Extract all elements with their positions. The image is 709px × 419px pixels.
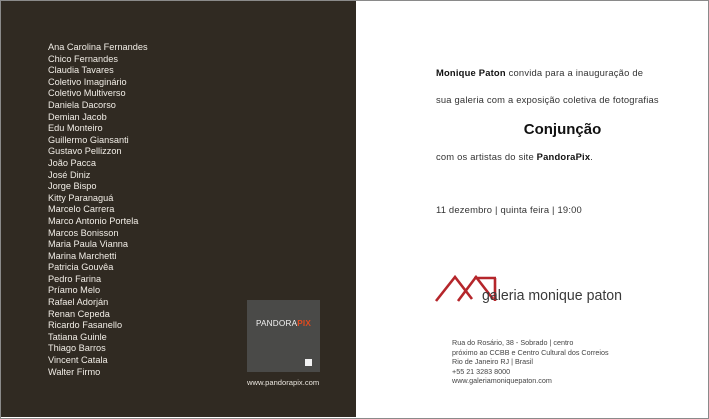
artist-list <box>48 42 148 378</box>
artist-name: Kitty Paranaguá <box>48 192 114 203</box>
logo-pandora: PANDORA <box>255 319 298 328</box>
artist-name: Thiago Barros <box>48 343 106 354</box>
address-line: Rio de Janeiro RJ | Brasil <box>452 357 533 366</box>
event-date: 11 dezembro | quinta feira | 19:00 <box>436 204 582 215</box>
artist-name: Príamo Melo <box>48 285 101 296</box>
artist-name: Pedro Farina <box>48 273 102 284</box>
address-line: Rua do Rosário, 38 - Sobrado | centro <box>452 338 574 347</box>
line-3-prefix: com os artistas do site <box>436 151 537 162</box>
invitation-line-1-rest: convida para a inauguração de <box>505 67 644 78</box>
line-3-suffix: . <box>590 151 594 162</box>
invitation-line-2: sua galeria com a exposição coletiva de fotografias <box>436 94 659 105</box>
artist-name: Daniela Dacorso <box>48 99 116 110</box>
pandorapix-logo-text <box>247 319 320 328</box>
artist-name: Walter Firmo <box>48 366 101 377</box>
artist-name: Renan Cepeda <box>48 308 110 319</box>
artist-name: Ricardo Fasanello <box>48 320 123 331</box>
pandorapix-logo <box>247 300 320 372</box>
artist-name: Maria Paula Vianna <box>48 239 129 250</box>
artist-name: Claudia Tavares <box>48 65 114 76</box>
pandorapix-site-name: PandoraPix <box>536 151 591 162</box>
artist-name: Edu Monteiro <box>48 123 103 134</box>
gallery-address <box>452 338 609 386</box>
artist-name: José Diniz <box>48 169 91 180</box>
artist-name: Patricia Gouvêa <box>48 262 114 273</box>
exhibition-title: Conjunção <box>523 121 602 138</box>
artist-name: Coletivo Imaginário <box>48 76 127 87</box>
artist-name: Vincent Catala <box>48 355 108 366</box>
artist-name: Rafael Adorján <box>48 297 109 308</box>
artist-name: Chico Fernandes <box>48 53 118 64</box>
artist-name: Marcelo Carrera <box>48 204 115 215</box>
gallery-logo <box>434 269 624 309</box>
artist-name: Tatiana Guinle <box>48 331 107 342</box>
artist-name: Marco Antonio Portela <box>48 215 139 226</box>
logo-square-icon <box>305 359 312 366</box>
address-phone: +55 21 3283 8000 <box>452 366 511 376</box>
artist-name: João Pacca <box>48 157 97 168</box>
pandorapix-website-link[interactable]: www.pandorapix.com <box>247 378 320 387</box>
artist-name: Marcos Bonisson <box>48 227 119 238</box>
address-line: próximo ao CCBB e Centro Cultural dos Correios <box>452 347 609 357</box>
artist-name: Marina Marchetti <box>48 250 117 261</box>
host-name: Monique Paton <box>436 67 506 78</box>
artist-name: Guillermo Giansanti <box>48 134 129 145</box>
logo-pix: PIX <box>297 319 312 328</box>
artist-name: Coletivo Multiverso <box>48 88 126 99</box>
gallery-logo-text: galeria monique paton <box>482 287 622 304</box>
gallery-website-link[interactable]: www.galeriamoniquepaton.com <box>452 376 552 385</box>
invitation-line-3 <box>436 151 593 162</box>
artist-name: Jorge Bispo <box>48 181 97 192</box>
artist-name: Ana Carolina Fernandes <box>48 42 148 52</box>
artist-name: Gustavo Pellizzon <box>48 146 122 157</box>
invitation-line-1 <box>436 67 643 78</box>
artist-name: Demian Jacob <box>48 111 107 122</box>
